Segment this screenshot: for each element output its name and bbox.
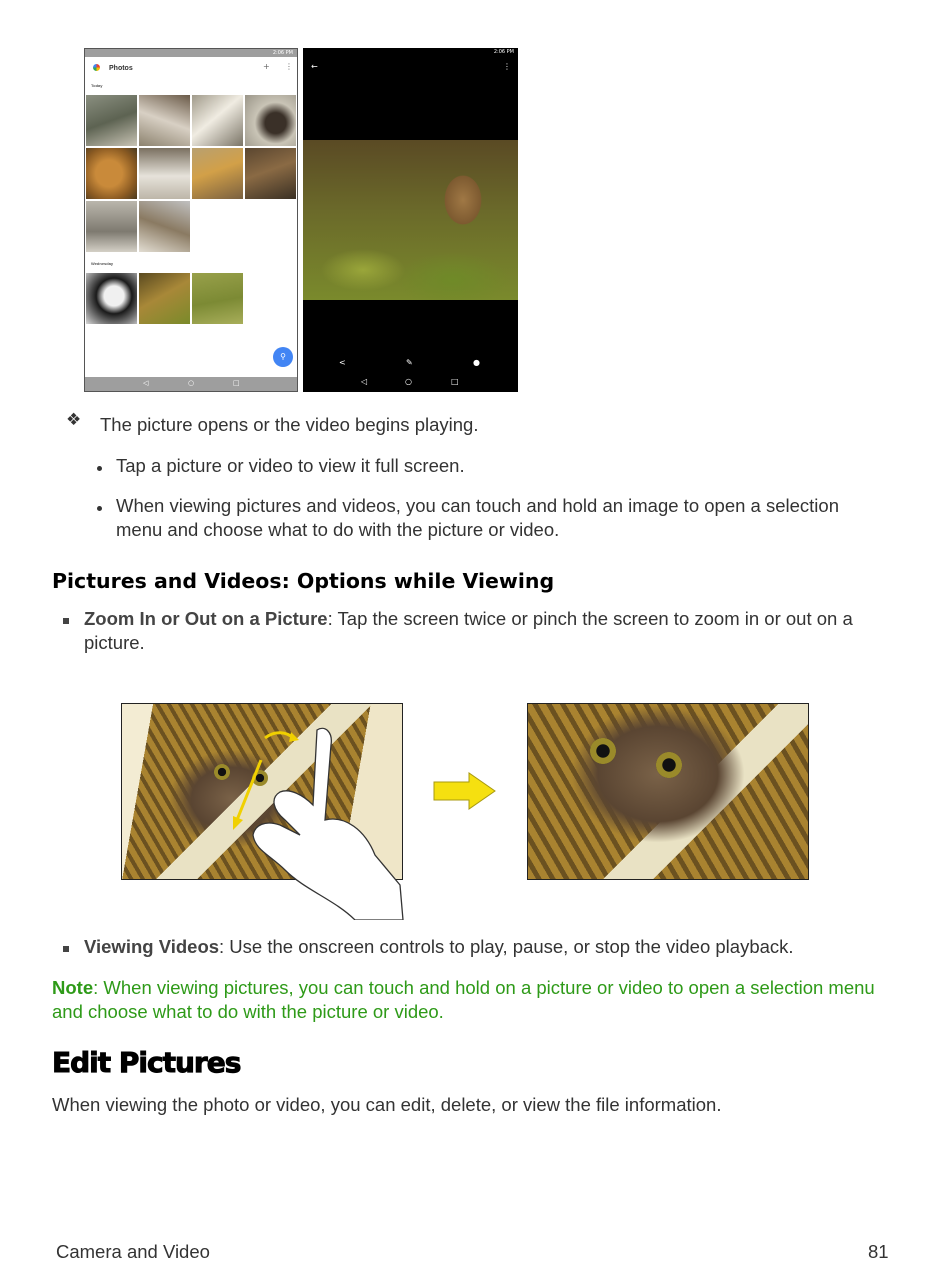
- more-vert-icon[interactable]: ⋮: [503, 62, 511, 71]
- nav-recents-icon[interactable]: □: [451, 377, 459, 386]
- hand-pinch-icon: [225, 720, 405, 920]
- more-vert-icon[interactable]: ⋮: [285, 62, 293, 71]
- nav-home-icon[interactable]: ○: [405, 377, 412, 386]
- note-text-continued: and choose what to do with the picture or video.: [52, 1001, 444, 1022]
- cat-photo: [528, 704, 808, 879]
- search-icon[interactable]: ⚲: [273, 347, 293, 367]
- status-bar: [85, 49, 297, 57]
- nav-home-icon[interactable]: ○: [188, 379, 195, 387]
- square-bullet: [63, 618, 69, 624]
- photos-grid-screenshot: [84, 48, 298, 392]
- navigation-bar: [85, 377, 297, 391]
- photo-thumbnail[interactable]: [86, 95, 137, 146]
- nav-recents-icon[interactable]: □: [233, 379, 240, 387]
- section-heading: Pictures and Videos: Options while Viewing: [52, 569, 555, 593]
- photo-thumbnail[interactable]: [192, 95, 243, 146]
- status-time: 2:06 PM: [493, 49, 514, 55]
- add-icon[interactable]: +: [263, 62, 270, 71]
- info-icon[interactable]: ●: [473, 358, 480, 367]
- cat-in-grass-photo: [303, 140, 518, 300]
- note-label: Note: [52, 977, 94, 998]
- photo-thumbnail[interactable]: [139, 148, 190, 199]
- share-icon[interactable]: <: [339, 358, 346, 367]
- videos-label: Viewing Videos: [84, 936, 220, 957]
- photo-thumbnail[interactable]: [86, 148, 137, 199]
- cat-photo-after-zoom: [527, 703, 809, 880]
- bullet-dot: [97, 466, 102, 471]
- note-paragraph: [52, 976, 875, 1000]
- photo-thumbnail[interactable]: [192, 148, 243, 199]
- photo-thumbnail[interactable]: [139, 201, 190, 252]
- photo-thumbnail[interactable]: [86, 273, 137, 324]
- square-bullet: [63, 946, 69, 952]
- photo-thumbnail[interactable]: [245, 95, 296, 146]
- cat-eye: [656, 752, 682, 778]
- page-number: 81: [868, 1241, 889, 1262]
- photo-thumbnail[interactable]: [245, 148, 296, 199]
- zoom-paragraph: [84, 607, 853, 631]
- zoom-text-continued: picture.: [84, 632, 145, 653]
- status-bar: [303, 48, 518, 58]
- zoom-label: Zoom In or Out on a Picture: [84, 608, 328, 629]
- footer-section-name: Camera and Video: [56, 1241, 210, 1262]
- app-title: Photos: [109, 65, 133, 72]
- photo-thumbnail[interactable]: [86, 201, 137, 252]
- sub-bullet-text: When viewing pictures and videos, you can touch and hold an image to open a selection: [116, 495, 839, 516]
- photo-thumbnail[interactable]: [139, 273, 190, 324]
- section-label-today: Today: [91, 83, 103, 88]
- edit-pictures-heading: Edit Pictures: [52, 1046, 241, 1079]
- sub-bullet-text: Tap a picture or video to view it full screen.: [116, 455, 465, 476]
- back-icon[interactable]: ←: [311, 62, 318, 71]
- sub-bullet-text: menu and choose what to do with the picture or video.: [116, 519, 560, 540]
- zoom-text: : Tap the screen twice or pinch the screen to zoom in or out on a: [327, 608, 853, 629]
- note-text: : When viewing pictures, you can touch and hold on a picture or video to open a selection menu: [93, 977, 875, 998]
- section-label-wednesday: Wednesday: [91, 261, 114, 266]
- status-time: 2:06 PM: [272, 50, 293, 56]
- fullscreen-photo-screenshot: [303, 48, 518, 392]
- photos-logo-icon: [93, 64, 100, 71]
- result-text: The picture opens or the video begins playing.: [100, 414, 479, 435]
- nav-back-icon[interactable]: ◁: [361, 377, 368, 386]
- bullet-dot: [97, 506, 102, 511]
- nav-back-icon[interactable]: ◁: [143, 379, 149, 387]
- photo-thumbnail[interactable]: [192, 273, 243, 324]
- edit-pictures-text: When viewing the photo or video, you can edit, delete, or view the file information.: [52, 1094, 722, 1115]
- videos-text: : Use the onscreen controls to play, pause, or stop the video playback.: [219, 936, 794, 957]
- videos-paragraph: [84, 935, 794, 959]
- diamond-bullet-icon: ❖: [66, 410, 82, 430]
- photo-thumbnail[interactable]: [139, 95, 190, 146]
- right-arrow-icon: [433, 772, 497, 812]
- edit-icon[interactable]: ✎: [406, 358, 413, 367]
- cat-eye: [590, 738, 616, 764]
